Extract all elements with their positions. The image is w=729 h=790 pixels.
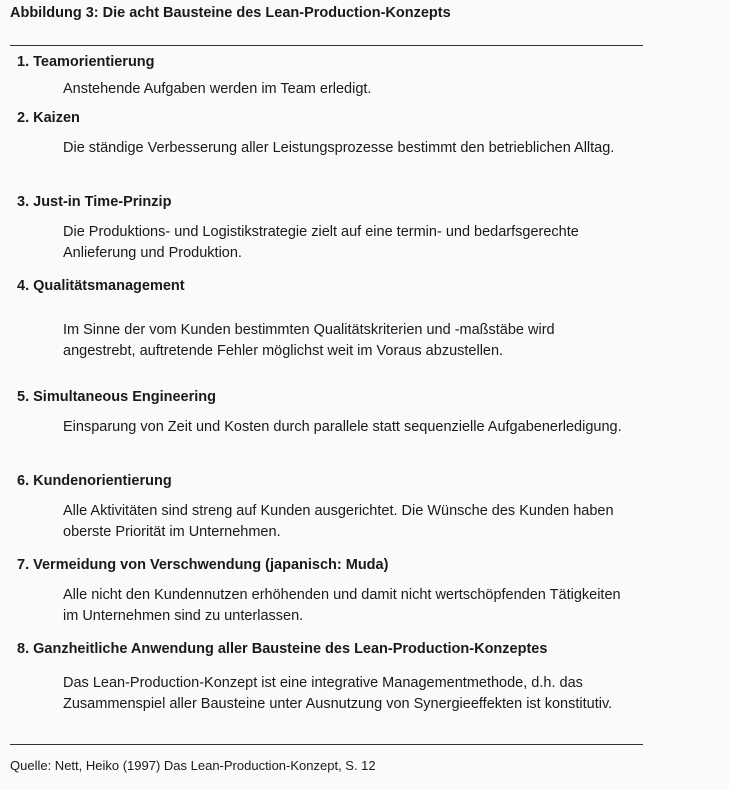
list-item [17, 276, 637, 359]
item-description: Die ständige Verbesserung aller Leistungsprozesse bestimmt den betrieblichen Alltag. [63, 140, 615, 156]
item-description: Alle nicht den Kundennutzen erhöhenden und damit nicht wertschöpfenden Tätigkeiten im Unternehmen sind zu unterlassen. [63, 587, 621, 624]
source-citation: Quelle: Nett, Heiko (1997) Das Lean-Production-Konzept, S. 12 [10, 758, 376, 773]
item-heading: 7. Vermeidung von Verschwendung (japanisch: Muda) [17, 557, 389, 573]
item-description: Die Produktions- und Logistikstrategie zielt auf eine termin- und bedarfsgerechte Anlieferung und Produktion. [63, 224, 579, 261]
item-heading: 4. Qualitätsmanagement [17, 278, 185, 294]
list-item [17, 387, 637, 435]
list-item [17, 471, 637, 540]
item-heading: 3. Just-in Time-Prinzip [17, 194, 172, 210]
figure-title: Abbildung 3: Die acht Bausteine des Lean-Production-Konzepts [10, 5, 451, 21]
item-heading: 1. Teamorientierung [17, 54, 155, 70]
item-description: Anstehende Aufgaben werden im Team erledigt. [63, 81, 372, 97]
item-heading: 6. Kundenorientierung [17, 473, 172, 489]
list-item [17, 108, 637, 156]
list-item [17, 52, 637, 97]
list-item [17, 639, 637, 712]
list-item [17, 192, 637, 261]
top-divider [10, 45, 643, 46]
item-heading: 5. Simultaneous Engineering [17, 389, 217, 405]
item-description: Einsparung von Zeit und Kosten durch parallele statt sequenzielle Aufgabenerledigung. [63, 419, 622, 435]
list-item [17, 555, 637, 624]
item-description: Das Lean-Production-Konzept ist eine integrative Managementmethode, d.h. das Zusammenspiel aller Bausteine unter Ausnutzung von Synergieeffekten ist konstitutiv. [63, 675, 613, 712]
item-description: Im Sinne der vom Kunden bestimmten Qualitätskriterien und -maßstäbe wird angestrebt, auftretende Fehler möglichst weit im Voraus abzustellen. [63, 322, 555, 359]
item-heading: 2. Kaizen [17, 110, 80, 126]
bottom-divider [10, 744, 643, 745]
item-heading: 8. Ganzheitliche Anwendung aller Bausteine des Lean-Production-Konzeptes [17, 641, 548, 657]
item-description: Alle Aktivitäten sind streng auf Kunden ausgerichtet. Die Wünsche des Kunden haben oberste Priorität im Unternehmen. [63, 503, 614, 540]
